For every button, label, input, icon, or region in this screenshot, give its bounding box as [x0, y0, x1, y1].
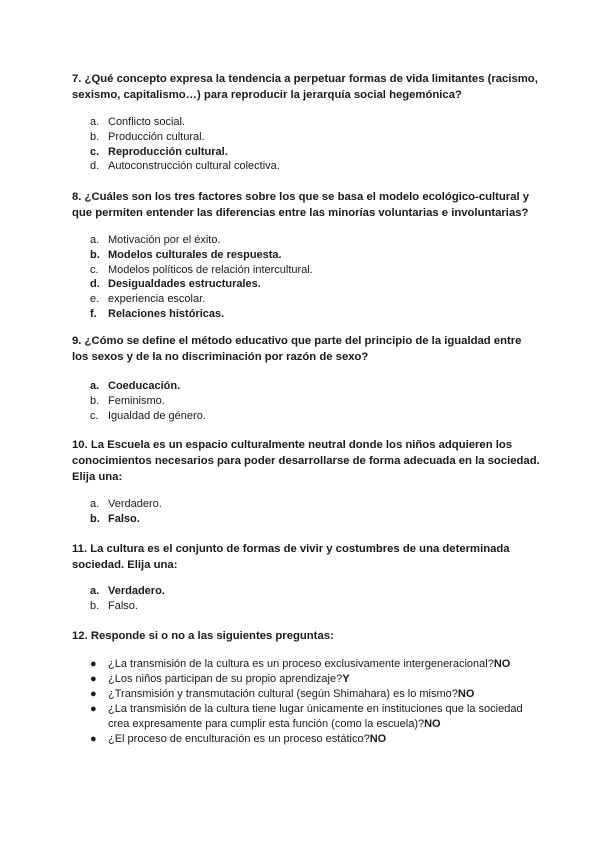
bullet-icon: ● [90, 733, 97, 745]
list-item: ● ¿Transmisión y transmutación cultural (según Shimahara) es lo mismo?NO [90, 688, 475, 700]
option: a. Motivación por el éxito. [90, 234, 221, 246]
question-9-title: 9. ¿Cómo se define el método educativo que parte del principio de la igualdad entre los sexos y de la no discriminación por razón de sexo? [72, 335, 522, 363]
question-11-options [90, 584, 530, 614]
list-item: ● ¿La transmisión de la cultura es un proceso exclusivamente intergeneracional?NO [90, 658, 511, 670]
question-12-title: 12. Responde si o no a las siguientes preguntas: [72, 630, 334, 642]
question-9-options [90, 379, 530, 423]
question-10-title: 10. La Escuela es un espacio culturalmente neutral donde los niños adquieren los conocimientos necesarios para poder desarrollarse de forma adecuada en la sociedad. Elija una: [72, 439, 540, 483]
option: a. Conflicto social. [90, 116, 186, 128]
question-8-title: 8. ¿Cuáles son los tres factores sobre los que se basa el modelo ecológico-cultural y que permiten entender las diferencias entre las minorías voluntarias e involuntarias? [72, 191, 530, 219]
question-8-options [90, 233, 530, 322]
option: c. Igualdad de género. [90, 409, 206, 422]
question-7-title: 7. ¿Qué concepto expresa la tendencia a perpetuar formas de vida limitantes (racismo, sexismo, capitalismo…) para reproducir la jerarquía social hegemónica? [72, 73, 538, 101]
bullet-icon: ● [90, 688, 97, 700]
option-correct: c. Reproducción cultural. [90, 145, 228, 158]
answer: NO [457, 688, 475, 700]
option-correct: d. Desigualdades estructurales. [90, 278, 261, 291]
answer: NO [424, 718, 441, 730]
option-correct: f. Relaciones históricas. [90, 307, 225, 320]
answer: Y [342, 673, 350, 685]
option: c. Modelos políticos de relación intercultural. [90, 263, 313, 276]
list-item: ● ¿El proceso de enculturación es un proceso estático?NO [90, 733, 387, 745]
option-correct: a. Coeducación. [90, 380, 181, 392]
bullet-icon: ● [90, 658, 97, 670]
list-item: ● ¿Los niños participan de su propio aprendizaje?Y [90, 673, 350, 685]
option-correct: b. Modelos culturales de respuesta. [90, 248, 282, 261]
option-correct: a. Verdadero. [90, 585, 165, 597]
answer: NO [493, 658, 511, 670]
option: d. Autoconstrucción cultural colectiva. [90, 160, 280, 173]
question-11-title: 11. La cultura es el conjunto de formas de vivir y costumbres de una determinada sociedad. Elija una: [72, 543, 510, 571]
question-10-options [90, 497, 530, 527]
option: b. Falso. [90, 599, 138, 612]
option-correct: b. Falso. [90, 512, 140, 525]
option: b. Feminismo. [90, 394, 165, 407]
question-7-options [90, 115, 530, 174]
bullet-icon: ● [90, 703, 97, 715]
bullet-icon: ● [90, 673, 97, 685]
question-12-list [90, 657, 540, 747]
option: a. Verdadero. [90, 498, 162, 510]
option: b. Producción cultural. [90, 130, 205, 143]
list-item: ● ¿La transmisión de la cultura tiene lugar únicamente en instituciones que la sociedad crea expresamente para cumplir esta función (como la escuela)?NO [90, 703, 523, 730]
answer: NO [369, 733, 387, 745]
option: e. experiencia escolar. [90, 293, 206, 306]
